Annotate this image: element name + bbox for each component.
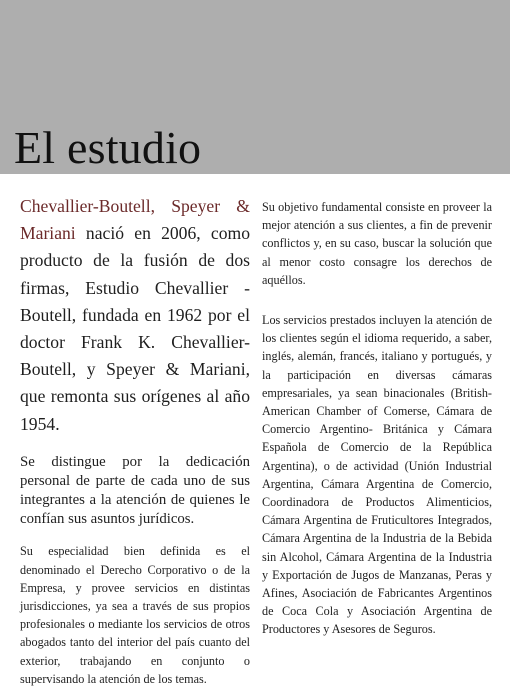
specialty-paragraph: Su especialidad bien definida es el denominado el Derecho Corporativo o de la Empresa, y provee servicios en distintas jurisdicciones, ya sea a través de sus propios profesionales o mediante los servicios de otros abogados tanto del interior del país cuanto del exterior, trabajando en conjunto o supervisando la atención de los temas.	[20, 544, 250, 686]
objective-paragraph: Su objetivo fundamental consiste en proveer la mejor atención a sus clientes, a fin de prevenir conflictos y, en su caso, buscar la solución que al menor costo consagre los derechos de aquéllos.	[262, 200, 492, 287]
right-column	[262, 198, 492, 639]
lead-paragraph	[20, 193, 250, 438]
header-band	[0, 0, 510, 174]
lead-paragraph-text: nació en 2006, como producto de la fusión de dos firmas, Estudio Chevallier - Boutell, fundada en 1962 por el doctor Frank K. Chevallier-Boutell, y Speyer & Mariani, que remonta sus orígenes al año 1954.	[20, 223, 250, 434]
page-title: El estudio	[14, 122, 202, 173]
left-column	[20, 193, 250, 688]
firm-name: Chevallier-Boutell, Speyer & Mariani	[20, 196, 250, 244]
services-paragraph: Los servicios prestados incluyen la atención de los clientes según el idioma requerido, a saber, inglés, alemán, francés, italiano y portugués, y la participación en diversas cámaras empresariales, ya sean binacionales (British-American Chamber of Comerse, Cámara de Comercio Argentino- Británica y Cámara Española de Comercio de la República Argentina), o de actividad (Unión Industrial Argentina, Cámara Argentina de Comercio, Coordinadora de Productos Alimenticios, Cámara Argentina de Fruticultores Integrados, Cámara Argentina de la Industria de la Bebida sin Alcohol, Cámara Argentina de la Industria y Exportación de Jugos de Manzanas, Peras y Afines, Asociación de Fabricantes Argentinos de Coca Cola y Asociación Argentina de Productores y Asesores de Seguros.	[262, 313, 492, 637]
dedication-paragraph: Se distingue por la dedicación personal de parte de cada uno de sus integrantes a la atención de quienes le confían sus asuntos jurídicos.	[20, 453, 250, 527]
